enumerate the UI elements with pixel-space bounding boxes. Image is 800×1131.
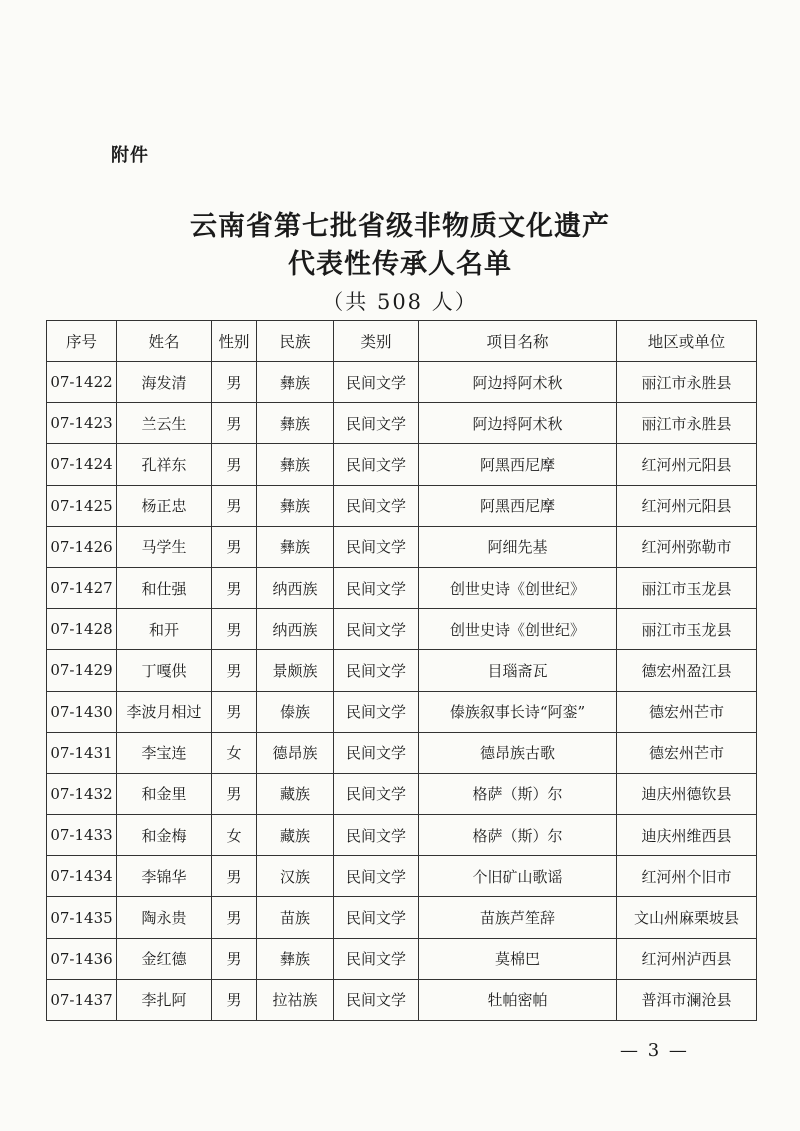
cell-ethnicity: 拉祜族	[257, 979, 334, 1020]
table-row	[47, 856, 757, 897]
cell-region: 德宏州芒市	[617, 732, 757, 773]
table-row	[47, 815, 757, 856]
cell-name: 李宝连	[117, 732, 212, 773]
cell-gender: 男	[212, 362, 257, 403]
cell-gender: 男	[212, 938, 257, 979]
cell-id: 07-1435	[47, 897, 117, 938]
cell-region: 迪庆州维西县	[617, 815, 757, 856]
cell-region: 普洱市澜沧县	[617, 979, 757, 1020]
cell-id: 07-1432	[47, 773, 117, 814]
cell-category: 民间文学	[334, 938, 419, 979]
cell-ethnicity: 苗族	[257, 897, 334, 938]
cell-project: 格萨（斯）尔	[419, 815, 617, 856]
cell-project: 阿细先基	[419, 526, 617, 567]
cell-region: 文山州麻栗坡县	[617, 897, 757, 938]
page-number: — 3 —	[620, 1040, 689, 1061]
cell-id: 07-1422	[47, 362, 117, 403]
cell-project: 德昂族古歌	[419, 732, 617, 773]
cell-category: 民间文学	[334, 403, 419, 444]
cell-region: 丽江市玉龙县	[617, 567, 757, 608]
title-line-1: 云南省第七批省级非物质文化遗产	[190, 211, 610, 242]
table-row	[47, 897, 757, 938]
cell-region: 迪庆州德钦县	[617, 773, 757, 814]
cell-gender: 男	[212, 773, 257, 814]
cell-category: 民间文学	[334, 485, 419, 526]
cell-name: 金红德	[117, 938, 212, 979]
cell-name: 和金里	[117, 773, 212, 814]
cell-gender: 男	[212, 650, 257, 691]
header-name: 姓名	[117, 321, 212, 362]
cell-gender: 男	[212, 403, 257, 444]
cell-project: 莫棉巴	[419, 938, 617, 979]
table-row	[47, 609, 757, 650]
inheritor-table	[46, 320, 757, 1021]
cell-ethnicity: 藏族	[257, 815, 334, 856]
cell-category: 民间文学	[334, 979, 419, 1020]
cell-category: 民间文学	[334, 526, 419, 567]
cell-gender: 男	[212, 444, 257, 485]
cell-region: 德宏州芒市	[617, 691, 757, 732]
cell-name: 兰云生	[117, 403, 212, 444]
table-row	[47, 444, 757, 485]
cell-id: 07-1431	[47, 732, 117, 773]
table-header-row	[47, 321, 757, 362]
cell-project: 目瑙斋瓦	[419, 650, 617, 691]
cell-name: 李锦华	[117, 856, 212, 897]
cell-category: 民间文学	[334, 773, 419, 814]
cell-region: 丽江市玉龙县	[617, 609, 757, 650]
cell-gender: 男	[212, 979, 257, 1020]
cell-gender: 女	[212, 815, 257, 856]
cell-region: 红河州元阳县	[617, 444, 757, 485]
table-row	[47, 362, 757, 403]
cell-ethnicity: 彝族	[257, 526, 334, 567]
cell-project: 阿边捋阿术秋	[419, 403, 617, 444]
cell-project: 傣族叙事长诗“阿銮”	[419, 691, 617, 732]
cell-id: 07-1424	[47, 444, 117, 485]
cell-id: 07-1427	[47, 567, 117, 608]
table-row	[47, 691, 757, 732]
header-gender: 性别	[212, 321, 257, 362]
cell-ethnicity: 彝族	[257, 362, 334, 403]
cell-category: 民间文学	[334, 691, 419, 732]
header-region: 地区或单位	[617, 321, 757, 362]
cell-id: 07-1428	[47, 609, 117, 650]
cell-project: 阿边捋阿术秋	[419, 362, 617, 403]
title-line-2: 代表性传承人名单	[288, 249, 512, 280]
header-ethnicity: 民族	[257, 321, 334, 362]
header-id: 序号	[47, 321, 117, 362]
cell-name: 杨正忠	[117, 485, 212, 526]
cell-ethnicity: 彝族	[257, 444, 334, 485]
cell-gender: 女	[212, 732, 257, 773]
cell-id: 07-1426	[47, 526, 117, 567]
cell-name: 李扎阿	[117, 979, 212, 1020]
subtitle-count: （共 508 人）	[322, 290, 478, 314]
cell-ethnicity: 彝族	[257, 485, 334, 526]
cell-ethnicity: 藏族	[257, 773, 334, 814]
cell-ethnicity: 景颇族	[257, 650, 334, 691]
cell-gender: 男	[212, 691, 257, 732]
cell-region: 红河州弥勒市	[617, 526, 757, 567]
cell-name: 丁嘎供	[117, 650, 212, 691]
cell-category: 民间文学	[334, 650, 419, 691]
cell-project: 牡帕密帕	[419, 979, 617, 1020]
cell-gender: 男	[212, 567, 257, 608]
cell-name: 和仕强	[117, 567, 212, 608]
cell-name: 李波月相过	[117, 691, 212, 732]
cell-region: 红河州泸西县	[617, 938, 757, 979]
cell-region: 红河州元阳县	[617, 485, 757, 526]
cell-project: 创世史诗《创世纪》	[419, 567, 617, 608]
cell-region: 丽江市永胜县	[617, 362, 757, 403]
cell-project: 阿黑西尼摩	[419, 444, 617, 485]
cell-category: 民间文学	[334, 897, 419, 938]
table-row	[47, 485, 757, 526]
cell-id: 07-1430	[47, 691, 117, 732]
title-block	[0, 208, 800, 318]
table-row	[47, 650, 757, 691]
cell-region: 德宏州盈江县	[617, 650, 757, 691]
cell-id: 07-1429	[47, 650, 117, 691]
cell-name: 海发清	[117, 362, 212, 403]
cell-gender: 男	[212, 526, 257, 567]
cell-category: 民间文学	[334, 609, 419, 650]
table-row	[47, 732, 757, 773]
cell-name: 和开	[117, 609, 212, 650]
cell-name: 孔祥东	[117, 444, 212, 485]
cell-region: 红河州个旧市	[617, 856, 757, 897]
cell-category: 民间文学	[334, 444, 419, 485]
table-row	[47, 773, 757, 814]
cell-gender: 男	[212, 856, 257, 897]
cell-id: 07-1436	[47, 938, 117, 979]
cell-id: 07-1434	[47, 856, 117, 897]
table-row	[47, 403, 757, 444]
cell-ethnicity: 傣族	[257, 691, 334, 732]
cell-project: 苗族芦笙辞	[419, 897, 617, 938]
cell-project: 个旧矿山歌谣	[419, 856, 617, 897]
cell-project: 格萨（斯）尔	[419, 773, 617, 814]
cell-category: 民间文学	[334, 732, 419, 773]
cell-id: 07-1433	[47, 815, 117, 856]
attachment-label: 附件	[111, 145, 149, 166]
cell-category: 民间文学	[334, 815, 419, 856]
cell-id: 07-1425	[47, 485, 117, 526]
cell-region: 丽江市永胜县	[617, 403, 757, 444]
cell-ethnicity: 德昂族	[257, 732, 334, 773]
cell-project: 阿黑西尼摩	[419, 485, 617, 526]
cell-ethnicity: 汉族	[257, 856, 334, 897]
cell-id: 07-1437	[47, 979, 117, 1020]
table-row	[47, 979, 757, 1020]
header-category: 类别	[334, 321, 419, 362]
cell-project: 创世史诗《创世纪》	[419, 609, 617, 650]
header-project: 项目名称	[419, 321, 617, 362]
cell-id: 07-1423	[47, 403, 117, 444]
cell-category: 民间文学	[334, 856, 419, 897]
table-row	[47, 526, 757, 567]
cell-name: 马学生	[117, 526, 212, 567]
cell-name: 和金梅	[117, 815, 212, 856]
cell-ethnicity: 纳西族	[257, 567, 334, 608]
cell-ethnicity: 彝族	[257, 403, 334, 444]
cell-gender: 男	[212, 609, 257, 650]
cell-gender: 男	[212, 485, 257, 526]
cell-category: 民间文学	[334, 567, 419, 608]
table-row	[47, 567, 757, 608]
cell-category: 民间文学	[334, 362, 419, 403]
cell-name: 陶永贵	[117, 897, 212, 938]
cell-ethnicity: 彝族	[257, 938, 334, 979]
table-row	[47, 938, 757, 979]
cell-gender: 男	[212, 897, 257, 938]
cell-ethnicity: 纳西族	[257, 609, 334, 650]
